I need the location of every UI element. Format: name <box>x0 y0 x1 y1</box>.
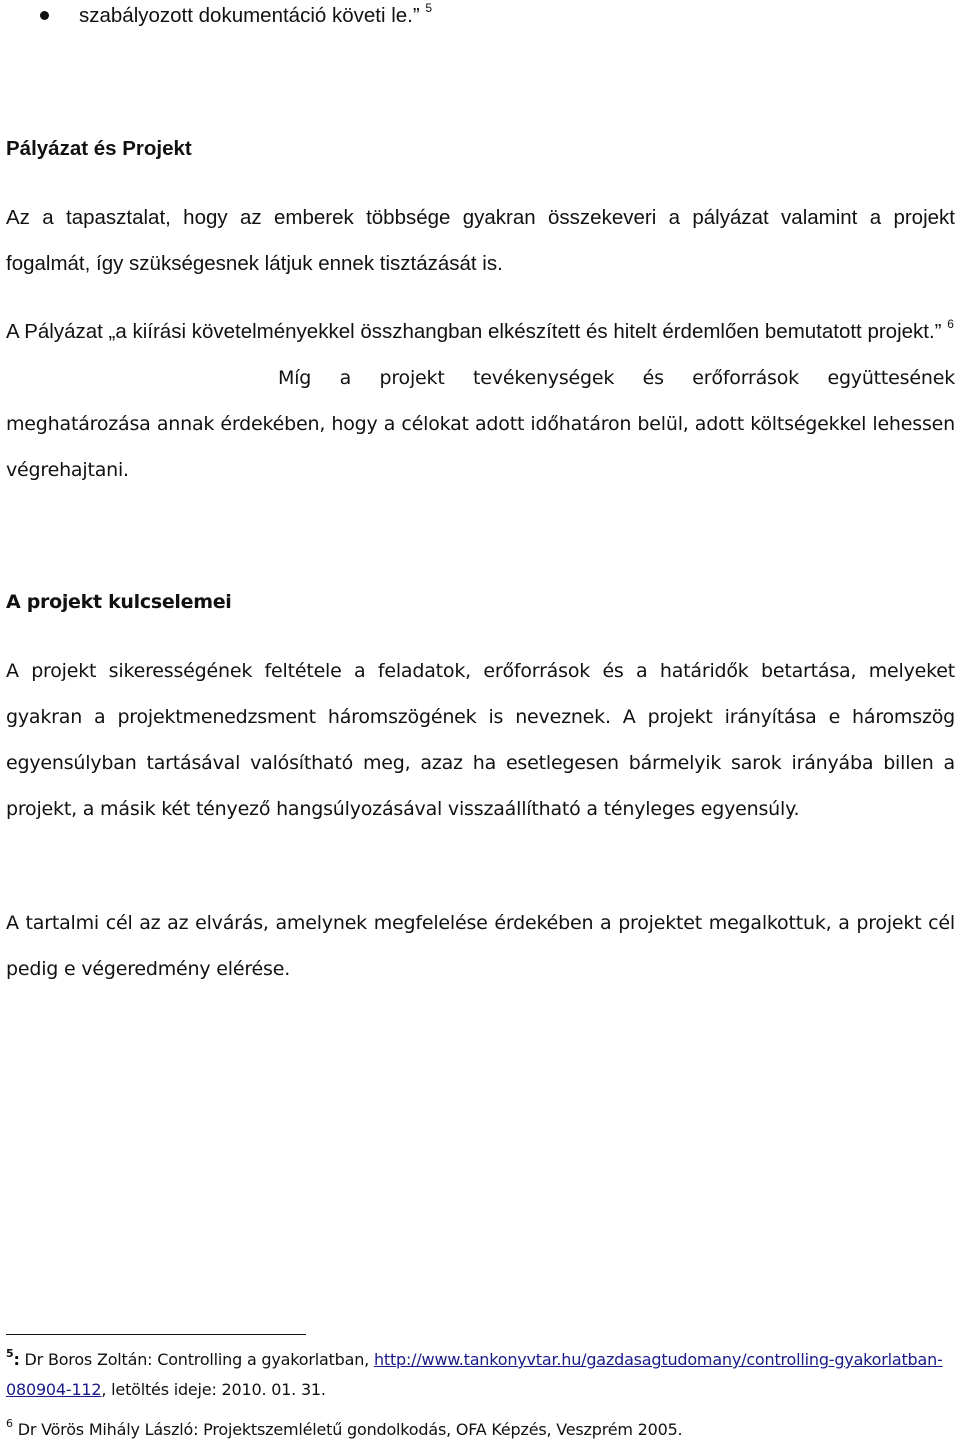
footnote-ref-6[interactable]: 6 <box>947 317 954 331</box>
footnote-6-mark: 6 <box>6 1417 13 1430</box>
paragraph-projekt-definition: Míg a projekt tevékenységek és erőforrások együttesének meghatározása annak érdekében, hogy a célokat adott időhatáron belül, adott költségekkel lehessen végrehajtani. <box>6 367 955 481</box>
footnote-5-colon: : <box>13 1350 20 1369</box>
paragraph-palyazat-intro: Az a tapasztalat, hogy az emberek többsége gyakran összekeveri a pályázat valamint a projekt fogalmát, így szükségesnek látjuk ennek tisztázását is. <box>6 206 955 275</box>
palyazat-definition-quote: A Pályázat „a kiírási követelményekkel összhangban elkészített és hitelt érdemlően bemutatott projekt.” <box>6 320 942 343</box>
paragraph-palyazat-definition <box>6 309 955 355</box>
bullet-text: szabályozott dokumentáció követi le.” <box>79 4 420 27</box>
bullet-item <box>40 1 433 28</box>
section-heading-kulcselemei: A projekt kulcselemei <box>6 591 232 613</box>
footnote-5 <box>6 1345 955 1405</box>
footnote-5-link[interactable]: http://www.tankonyvtar.hu/gazdasagtudomany/controlling-gyakorlatban-080904-112 <box>6 1350 943 1399</box>
footnote-6-text: Dr Vörös Mihály László: Projektszemléletű gondolkodás, OFA Képzés, Veszprém 2005. <box>12 1420 683 1439</box>
footnote-separator <box>6 1334 306 1335</box>
footnote-6 <box>6 1415 955 1445</box>
section-heading-palyazat: Pályázat és Projekt <box>6 137 192 160</box>
footnote-5-prefix: Dr Boros Zoltán: Controlling a gyakorlatban, <box>19 1350 374 1369</box>
footnote-ref-5[interactable]: 5 <box>425 1 433 15</box>
footnote-5-mark: 5 <box>6 1347 14 1360</box>
footnote-5-suffix: , letöltés ideje: 2010. 01. 31. <box>101 1380 326 1399</box>
paragraph-kulcselemei: A projekt sikerességének feltétele a feladatok, erőforrások és a határidők betartása, melyeket gyakran a projektmenedzsment háromszögének is neveznek. A projekt irányítása e háromszög egyensúlyban tartásával valósítható meg, azaz ha esetlegesen bármelyik sarok irányába billen a projekt, a másik két tényező hangsúlyozásával visszaállítható a tényleges egyensúly. <box>6 660 955 820</box>
bullet-dot-icon <box>40 11 49 20</box>
paragraph-tartalmi-cel: A tartalmi cél az az elvárás, amelynek megfelelése érdekében a projektet megalkottuk, a projekt cél pedig e végeredmény elérése. <box>6 912 955 980</box>
